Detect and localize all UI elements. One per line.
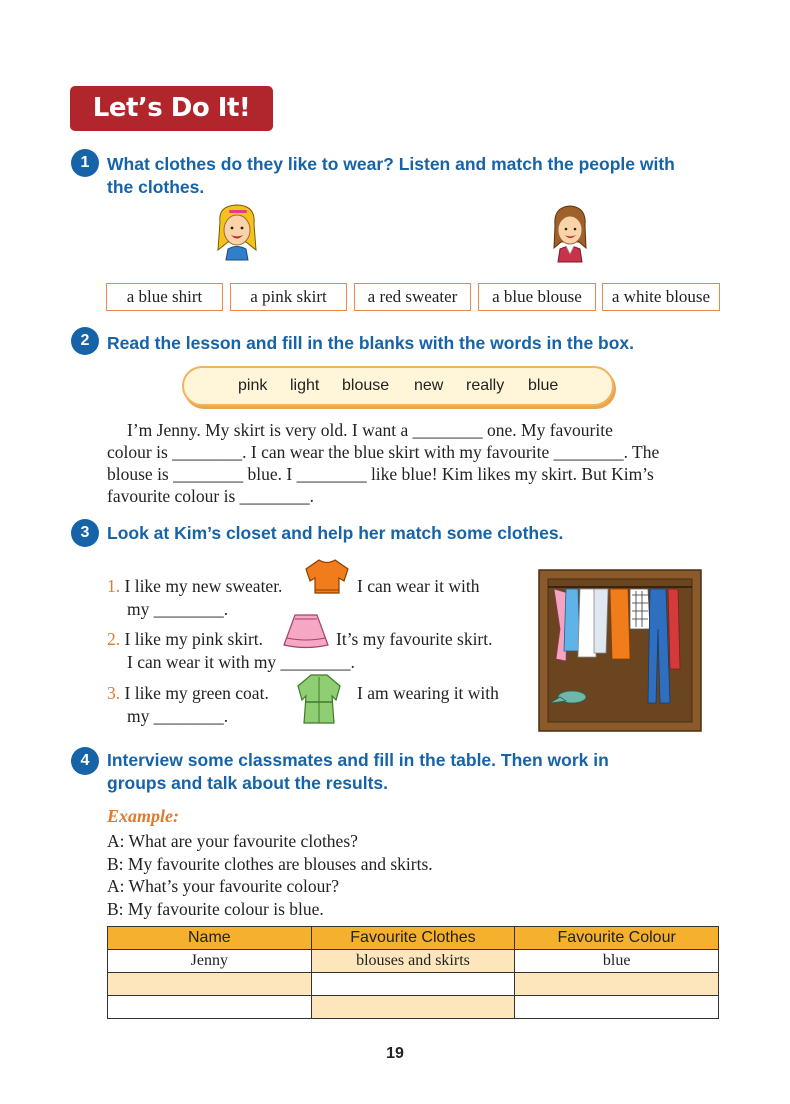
clothes-option[interactable]: a blue blouse <box>478 283 596 311</box>
clothes-option[interactable]: a pink skirt <box>230 283 347 311</box>
item-text: It’s my favourite skirt. <box>336 629 493 649</box>
section-1-number: 1 <box>71 149 99 177</box>
example-dialogue <box>107 830 433 920</box>
clothes-option[interactable]: a blue shirt <box>106 283 223 311</box>
section-4-number: 4 <box>71 747 99 775</box>
closet-item-3 <box>107 682 269 704</box>
word-bank-item: really <box>466 377 505 394</box>
item-number: 2. <box>107 629 121 649</box>
orange-sweater-icon <box>302 557 352 595</box>
item-blank: I can wear it with my ________. <box>127 652 355 672</box>
item-blank: my ________. <box>127 706 229 726</box>
section-1-heading-line2: the clothes. <box>107 177 205 197</box>
dialogue-line: A: What are your favourite clothes? <box>107 831 358 851</box>
table-cell[interactable] <box>311 996 515 1019</box>
table-header: Favourite Colour <box>515 927 719 950</box>
dialogue-line: A: What’s your favourite colour? <box>107 876 339 896</box>
blonde-girl-illustration <box>214 202 260 260</box>
table-header: Favourite Clothes <box>311 927 515 950</box>
passage-line: blouse is ________ blue. I ________ like blue! Kim likes my skirt. But Kim’s <box>107 464 654 484</box>
item-text: I can wear it with <box>357 576 480 596</box>
item-number: 3. <box>107 683 121 703</box>
table-header: Name <box>108 927 312 950</box>
section-3-number: 3 <box>71 519 99 547</box>
table-cell[interactable] <box>515 996 719 1019</box>
closet-item-1 <box>107 575 282 597</box>
section-banner: Let’s Do It! <box>70 86 273 131</box>
closet-item-2 <box>107 628 263 650</box>
item-number: 1. <box>107 576 121 596</box>
table-cell: Jenny <box>108 950 312 973</box>
table-cell[interactable] <box>311 973 515 996</box>
dialogue-line: B: My favourite colour is blue. <box>107 898 324 919</box>
word-bank-item: blouse <box>342 377 390 394</box>
item-text: I like my green coat. <box>124 683 269 703</box>
table-cell[interactable] <box>108 996 312 1019</box>
passage-line: I’m Jenny. My skirt is very old. I want a ________ one. My favourite <box>127 420 613 440</box>
section-1-heading-line1: What clothes do they like to wear? Listen and match the people with <box>107 154 675 174</box>
item-text: I like my pink skirt. <box>124 629 264 649</box>
reading-passage <box>107 419 747 507</box>
dialogue-line: B: My favourite clothes are blouses and skirts. <box>107 853 433 874</box>
table-header-row <box>108 927 719 950</box>
passage-line: favourite colour is ________. <box>107 486 315 506</box>
page-number: 19 <box>386 1045 404 1062</box>
word-bank-item: light <box>290 377 320 394</box>
table-cell: blouses and skirts <box>311 950 515 973</box>
section-4-heading-line1: Interview some classmates and fill in the table. Then work in <box>107 750 609 770</box>
section-4-heading <box>107 749 747 795</box>
section-3-heading: Look at Kim’s closet and help her match some clothes. <box>107 523 564 543</box>
section-4-heading-line2: groups and talk about the results. <box>107 773 389 793</box>
word-bank-item: blue <box>528 377 559 394</box>
word-box <box>182 366 614 406</box>
brunette-girl-illustration <box>551 204 589 262</box>
clothes-option[interactable]: a red sweater <box>354 283 471 311</box>
item-text: I like my new sweater. <box>124 576 283 596</box>
table-row <box>108 950 719 973</box>
table-cell[interactable] <box>515 973 719 996</box>
section-2-number: 2 <box>71 327 99 355</box>
pink-skirt-icon <box>282 612 330 650</box>
survey-table <box>107 926 719 1019</box>
word-bank-item: new <box>414 377 444 394</box>
table-cell: blue <box>515 950 719 973</box>
table-row <box>108 973 719 996</box>
item-blank: my ________. <box>127 599 229 619</box>
passage-line: colour is ________. I can wear the blue skirt with my favourite ________. The <box>107 442 660 462</box>
table-row <box>108 996 719 1019</box>
table-cell[interactable] <box>108 973 312 996</box>
word-bank-item: pink <box>238 377 268 394</box>
green-coat-icon <box>292 672 346 726</box>
closet-illustration <box>538 569 702 732</box>
section-2-heading: Read the lesson and fill in the blanks with the words in the box. <box>107 333 635 353</box>
section-1-heading <box>107 153 747 199</box>
example-label: Example: <box>107 806 179 826</box>
item-text: I am wearing it with <box>357 683 499 703</box>
clothes-option[interactable]: a white blouse <box>602 283 720 311</box>
